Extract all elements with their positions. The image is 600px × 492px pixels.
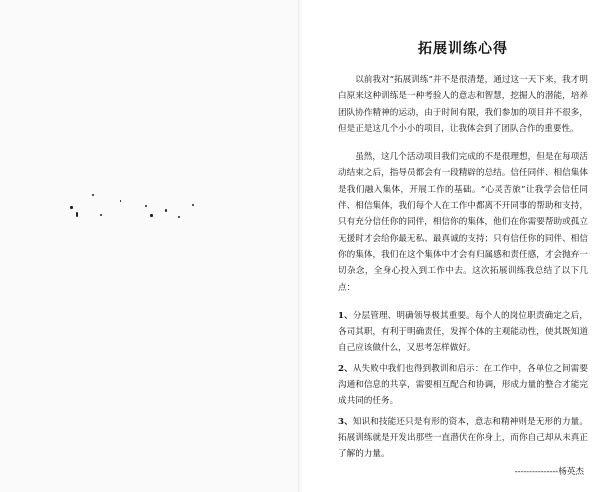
paragraph-summary: 虽然，这几个活动项目我们完成的不是很理想，但是在每项活动结束之后，指导员都会有一段精辟的总结。信任同伴、相信集体是我们融入集体，开展工作的基础。“心灵苦旅”让我学会信任同伴、相信集体，我们每个人在工作中都离不开同事的帮助和支持，只有充分信任你的同伴，相信你的集体，他们在你需要帮助或孤立无援时才会给你最无私、最真诚的支持；只有信任你的同伴、相信你的集体，我们在这个集体中才会有归属感和责任感，才会抛弃一切杂念，全身心投入到工作中去。这次拓展训练我总结了以下几点： bbox=[338, 152, 588, 293]
point-text: 分层管理、明确领导极其重要。每个人的岗位职责确定之后，各司其职，有利于明确责任，发挥个体的主观能动性，使其既知道自己应该做什么，又思考怎样做好。 bbox=[338, 310, 588, 354]
scan-speck bbox=[100, 214, 102, 216]
document-body bbox=[338, 40, 588, 479]
scan-speck bbox=[165, 209, 167, 212]
point-text: 从失败中我们也得到教训和启示：在工作中，各单位之间需要沟通和信息的共享，需要相互配合和协调，形成力量的整合才能完成共同的任务。 bbox=[338, 363, 588, 407]
point-1 bbox=[338, 308, 588, 357]
point-text: 知识和技能还只是有形的资本，意志和精神则是无形的力量。拓展训练就是开发出那些一直潜伏在你身上，而你自己却从未真正了解的力量。 bbox=[338, 416, 588, 460]
document-title: 拓展训练心得 bbox=[418, 41, 508, 57]
point-3 bbox=[338, 414, 588, 463]
scan-speck bbox=[178, 216, 180, 218]
point-number: 2、 bbox=[338, 363, 353, 374]
scan-speck bbox=[120, 200, 121, 202]
scan-speck bbox=[150, 214, 153, 217]
scan-speck bbox=[76, 212, 78, 217]
scan-speck bbox=[192, 204, 194, 206]
point-2 bbox=[338, 361, 588, 410]
scan-speck bbox=[92, 194, 94, 196]
signature: ---------------杨英杰 bbox=[514, 466, 584, 477]
scan-speck bbox=[145, 205, 147, 207]
left-blank-page bbox=[0, 0, 298, 492]
point-number: 3、 bbox=[338, 416, 353, 427]
paragraph-intro: 以前我对“拓展训练”并不是很清楚，通过这一天下来，我才明白原来这种训练是一种考验人的意志和智慧，挖掘人的潜能，培养团队协作精神的运动，由于时间有限，我们参加的项目并不很多，但是正是这几个小小的项目，让我体会到了团队合作的重要性。 bbox=[338, 75, 588, 134]
point-number: 1、 bbox=[338, 310, 353, 321]
scan-speck bbox=[70, 206, 73, 209]
